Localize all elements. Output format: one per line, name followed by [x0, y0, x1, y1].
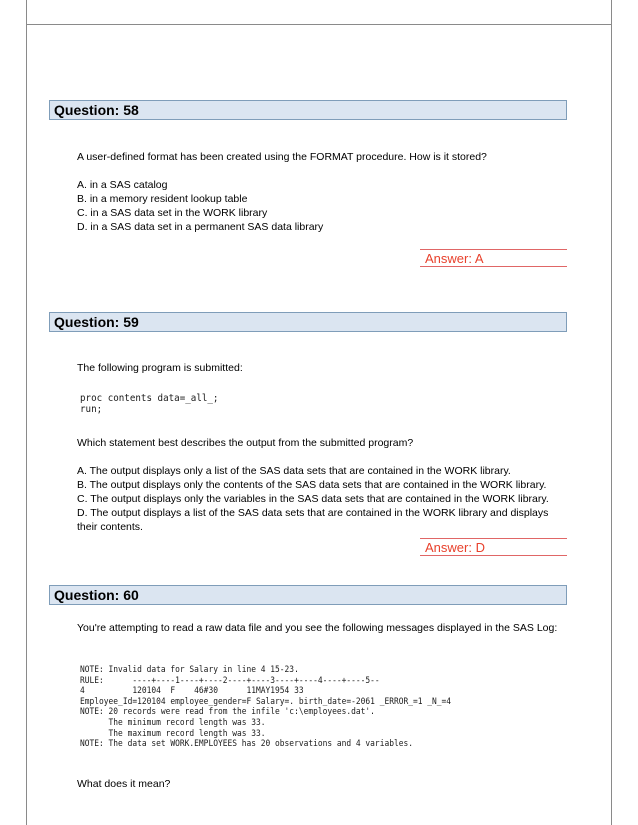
- log-line: The maximum record length was 33.: [80, 727, 266, 739]
- question-59-options: [77, 464, 567, 534]
- question-60-sas-log: [80, 665, 451, 750]
- code-line: run;: [80, 404, 103, 415]
- question-58-answer: Answer: A: [420, 249, 567, 267]
- log-line: NOTE: 20 records were read from the infile 'c:\employees.dat'.: [80, 706, 375, 718]
- log-line: Employee_Id=120104 employee_gender=F Salary=. birth_date=-2061 _ERROR_=1 _N_=4: [80, 695, 452, 707]
- option: A. in a SAS catalog: [77, 179, 168, 191]
- question-60-intro: You're attempting to read a raw data file and you see the following messages displayed in the SAS Log:: [77, 622, 558, 634]
- option: A. The output displays only a list of the SAS data sets that are contained in the WORK library.: [77, 465, 511, 477]
- log-line: 4 120104 F 46#30 11MAY1954 33: [80, 685, 304, 697]
- question-58-header: Question: 58: [49, 100, 567, 120]
- question-60-text: What does it mean?: [77, 778, 171, 790]
- log-line: The minimum record length was 33.: [80, 716, 266, 728]
- option: B. in a memory resident lookup table: [77, 193, 248, 205]
- log-line: RULE: ----+----1----+----2----+----3----+----4----+----5--: [80, 674, 380, 686]
- question-60-header: Question: 60: [49, 585, 567, 605]
- question-59-answer: Answer: D: [420, 538, 567, 556]
- option: C. in a SAS data set in the WORK library: [77, 207, 268, 219]
- option: C. The output displays only the variables in the SAS data sets that are contained in the WORK library.: [77, 493, 549, 505]
- question-59-intro: The following program is submitted:: [77, 362, 243, 374]
- log-line: NOTE: Invalid data for Salary in line 4 15-23.: [80, 664, 299, 675]
- log-line: NOTE: The data set WORK.EMPLOYEES has 20 observations and 4 variables.: [80, 738, 413, 750]
- question-58-text: A user-defined format has been created using the FORMAT procedure. How is it stored?: [77, 151, 487, 163]
- option: B. The output displays only the contents of the SAS data sets that are contained in the WORK library.: [77, 479, 547, 491]
- option: D. in a SAS data set in a permanent SAS data library: [77, 221, 324, 233]
- code-line: proc contents data=_all_;: [80, 393, 219, 404]
- question-59-code: [80, 393, 218, 415]
- question-58-options: [77, 178, 567, 234]
- option: D. The output displays a list of the SAS data sets that are contained in the WORK library and displays their contents.: [77, 507, 549, 533]
- question-59-text: Which statement best describes the output from the submitted program?: [77, 437, 414, 449]
- question-59-header: Question: 59: [49, 312, 567, 332]
